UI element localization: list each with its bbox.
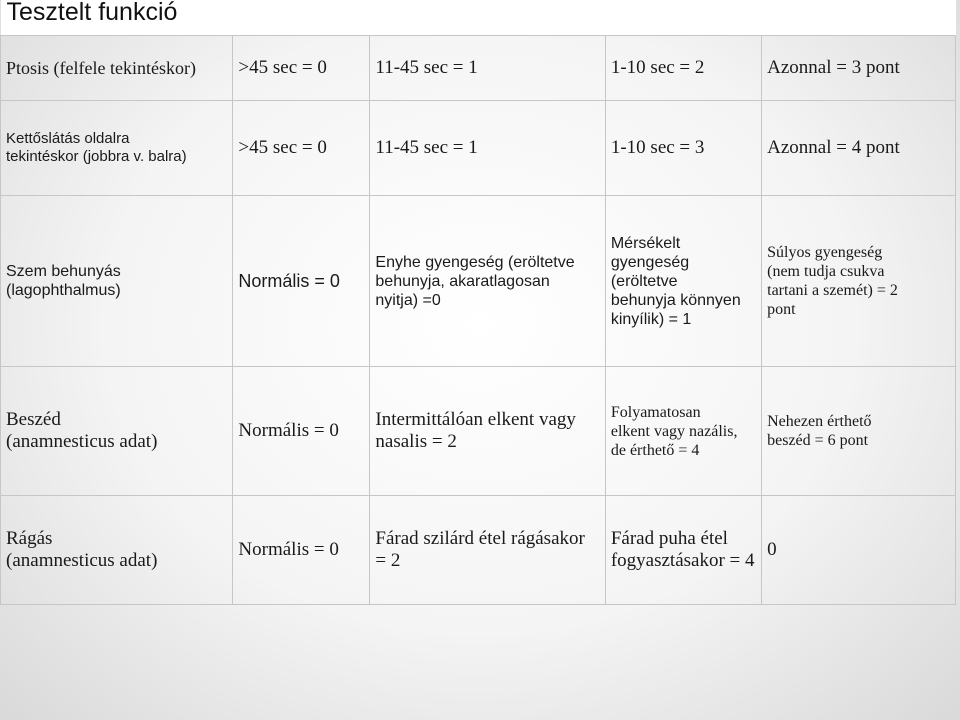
score-cell: Normális = 0 bbox=[233, 496, 370, 605]
table-row bbox=[1, 496, 956, 605]
row-label: Rágás (anamnesticus adat) bbox=[1, 496, 233, 605]
score-cell: 11-45 sec = 1 bbox=[370, 101, 605, 196]
row-label: Szem behunyás (lagophthalmus) bbox=[1, 196, 233, 367]
score-cell: 1-10 sec = 2 bbox=[605, 36, 761, 101]
row-label: Kettőslátás oldalra tekintéskor (jobbra v. balra) bbox=[1, 101, 233, 196]
score-cell: >45 sec = 0 bbox=[233, 101, 370, 196]
score-cell: Fárad szilárd étel rágásakor = 2 bbox=[370, 496, 605, 605]
score-cell: Súlyos gyengeség (nem tudja csukva tartani a szemét) = 2 pont bbox=[762, 196, 956, 367]
score-cell: Fárad puha étel fogyasztásakor = 4 bbox=[605, 496, 761, 605]
score-cell: 0 bbox=[762, 496, 956, 605]
header-row bbox=[1, 0, 956, 36]
score-cell: Normális = 0 bbox=[233, 196, 370, 367]
score-cell: 11-45 sec = 1 bbox=[370, 36, 605, 101]
score-cell: >45 sec = 0 bbox=[233, 36, 370, 101]
score-cell: Intermittálóan elkent vagy nasalis = 2 bbox=[370, 367, 605, 496]
page-title: Tesztelt funkció bbox=[6, 0, 178, 26]
score-cell: Azonnal = 4 pont bbox=[762, 101, 956, 196]
score-cell: Nehezen érthető beszéd = 6 pont bbox=[762, 367, 956, 496]
score-cell: 1-10 sec = 3 bbox=[605, 101, 761, 196]
table-row bbox=[1, 101, 956, 196]
row-label: Ptosis (felfele tekintéskor) bbox=[1, 36, 233, 101]
score-cell: Mérsékelt gyengeség (eröltetve behunyja könnyen kinyílik) = 1 bbox=[605, 196, 761, 367]
table-row bbox=[1, 367, 956, 496]
row-label: Beszéd (anamnesticus adat) bbox=[1, 367, 233, 496]
score-cell: Folyamatosan elkent vagy nazális, de érthető = 4 bbox=[605, 367, 761, 496]
title-cell bbox=[1, 0, 956, 36]
table-row bbox=[1, 196, 956, 367]
score-cell: Normális = 0 bbox=[233, 367, 370, 496]
score-cell: Enyhe gyengeség (eröltetve behunyja, akaratlagosan nyitja) =0 bbox=[370, 196, 605, 367]
score-cell: Azonnal = 3 pont bbox=[762, 36, 956, 101]
table-row bbox=[1, 36, 956, 101]
